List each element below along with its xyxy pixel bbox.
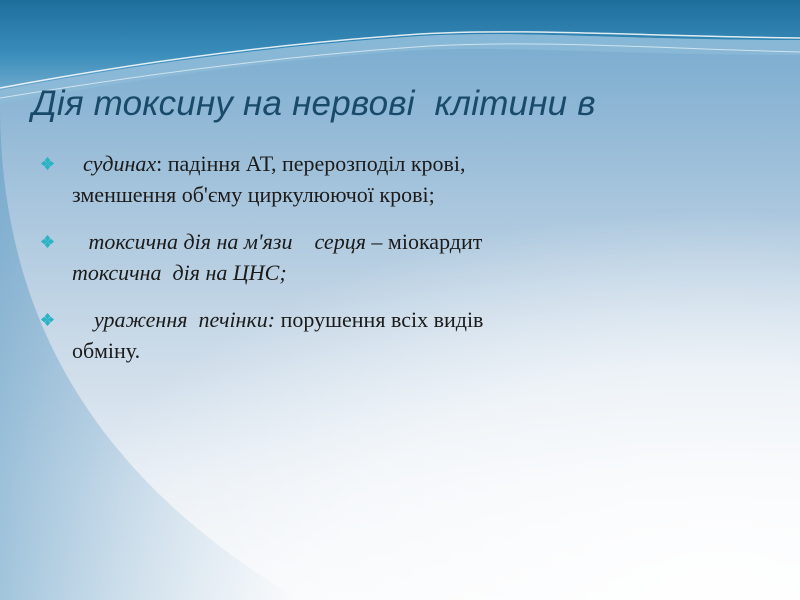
bullet-term: токсична дія на м'язи серця bbox=[88, 229, 366, 254]
bullet-line-2: токсична дія на ЦНС; bbox=[72, 260, 287, 285]
slide-title: Дія токсину на нервові клітини в bbox=[32, 84, 596, 123]
bullet-text: – міокардит bbox=[365, 229, 483, 254]
bullet-item bbox=[40, 304, 700, 366]
bullet-line-2: зменшення об'єму циркулюючої крові; bbox=[72, 182, 435, 207]
diamond-bullet-icon bbox=[40, 234, 55, 249]
indent bbox=[72, 307, 94, 332]
bullet-line bbox=[72, 304, 700, 335]
bullet-line bbox=[72, 226, 700, 257]
bullet-line bbox=[72, 148, 700, 179]
indent bbox=[72, 151, 83, 176]
bullet-list bbox=[40, 148, 700, 382]
bullet-line-2: обміну. bbox=[72, 338, 141, 363]
bullet-item bbox=[40, 226, 700, 288]
bullet-text: порушення всіх видів bbox=[275, 307, 484, 332]
bullet-text: : падіння АТ, перерозподіл крові, bbox=[156, 151, 466, 176]
diamond-bullet-icon bbox=[40, 156, 55, 171]
bullet-item bbox=[40, 148, 700, 210]
bullet-term: судинах bbox=[83, 151, 157, 176]
bullet-term: ураження печінки: bbox=[94, 307, 276, 332]
diamond-bullet-icon bbox=[40, 312, 55, 327]
indent bbox=[72, 229, 89, 254]
